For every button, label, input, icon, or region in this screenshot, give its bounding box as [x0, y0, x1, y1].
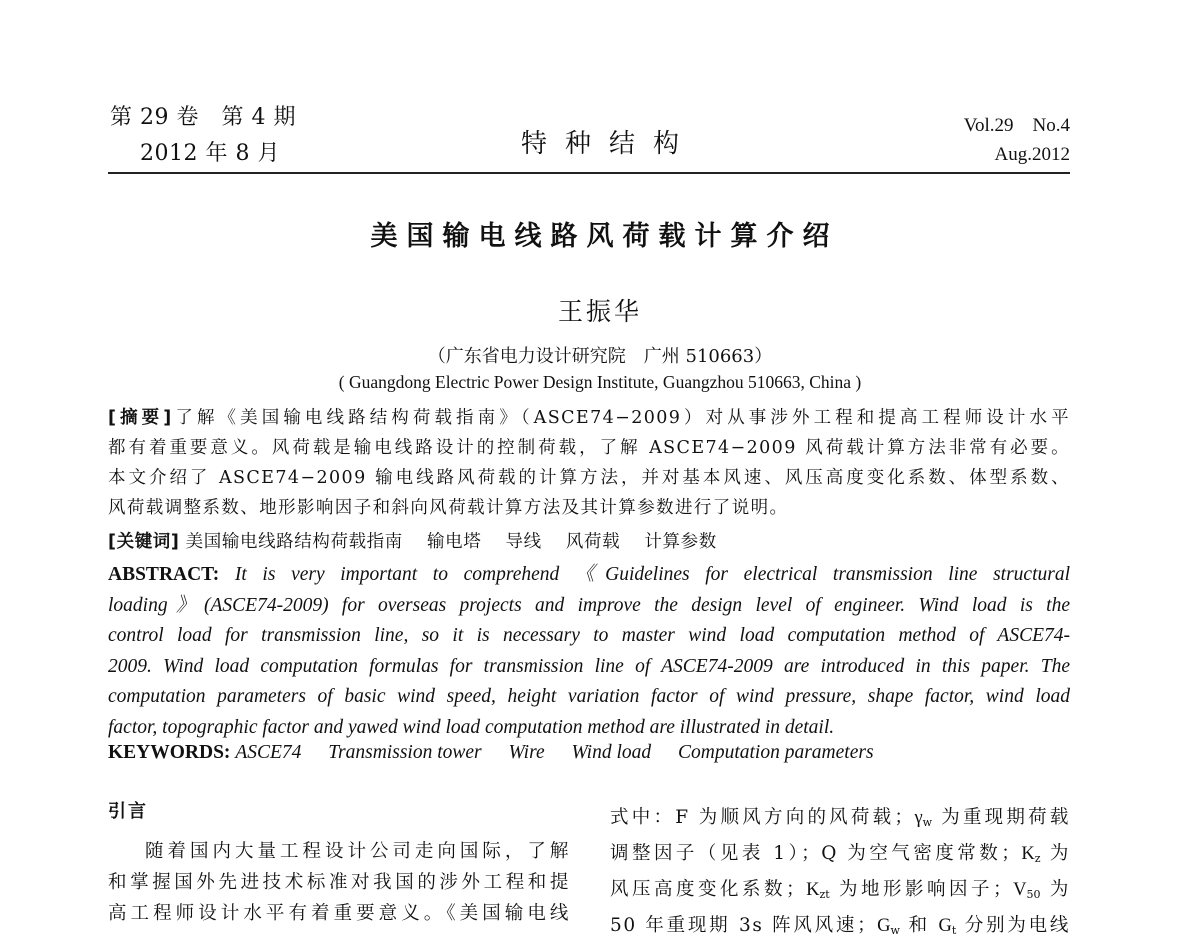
journal-volume-issue: 第 29 卷 第 4 期: [110, 105, 296, 130]
body-line: 高工程师设计水平有着重要意义。《美国输电线: [108, 903, 570, 924]
body-line: 50 年重现期 3s 阵风风速；$G_w$ 和 $G_t$ 分别为电线: [610, 915, 1070, 937]
keywords-en: [108, 742, 1070, 764]
article-author: 王振华: [557, 297, 642, 326]
symbol-gamma-w: γ: [914, 808, 923, 828]
keyword-cn: 计算参数: [644, 532, 717, 552]
affiliation-en: ( Guangdong Electric Power Design Institute, Guangzhou 510663, China ): [338, 372, 862, 392]
keywords-cn: [108, 527, 1070, 557]
symbol-k-zt: K: [806, 880, 820, 900]
symbol-g-w: G: [877, 916, 891, 936]
body-line: 和掌握国外先进技术标准对我国的涉外工程和提: [108, 872, 570, 893]
body-line: 随着国内大量工程设计公司走向国际，了解: [145, 841, 570, 862]
section-heading-introduction: 引言: [108, 801, 148, 822]
journal-name: 特种结构: [520, 129, 697, 159]
abstract-en-line: 2009. Wind load computation formulas for transmission line of ASCE74-2009 are introduced in this paper. The: [108, 655, 1070, 677]
abstract-en-line: factor, topographic factor and yawed wind load computation method are illustrated in detail.: [108, 716, 835, 738]
journal-date-en: Aug.2012: [994, 144, 1070, 165]
abstract-en-line: loading》(ASCE74-2009) for overseas projects and improve the design level of engineer. Wind load is the: [108, 594, 1070, 616]
abstract-cn-line: 风荷载调整系数、地形影响因子和斜向风荷载计算方法及其计算参数进行了说明。: [108, 498, 789, 518]
body-line: 调整因子（见表 1）；Q 为空气密度常数；$K_z$ 为: [610, 843, 1070, 865]
keyword-cn: 风荷载: [565, 532, 621, 552]
abstract-cn-line: [摘要]了解《美国输电线路结构荷载指南》（ASCE74−2009）对从事涉外工程和提高工程师设计水平: [108, 408, 1070, 428]
abstract-cn: [108, 403, 1070, 523]
keyword-en: ASCE74: [235, 742, 302, 763]
keyword-cn: 输电塔: [427, 532, 482, 552]
keyword-en: Wire: [508, 742, 545, 763]
abstract-en: [108, 560, 1070, 743]
journal-volume-issue-en: Vol.29 No.4: [963, 115, 1070, 136]
abstract-en-line: control load for transmission line, so it is necessary to master wind load computation method of ASCE74-: [108, 625, 1070, 646]
header-rule: [108, 172, 1070, 174]
abstract-cn-label: [摘要]: [108, 408, 173, 428]
keyword-en: Transmission tower: [328, 742, 482, 763]
keywords-cn-label: [关键词]: [108, 532, 180, 552]
symbol-g-t: G: [938, 916, 952, 936]
body-line: 风压高度变化系数；$K_{zt}$ 为地形影响因子；$V_{50}$ 为: [610, 879, 1070, 901]
abstract-cn-line: 都有着重要意义。风荷载是输电线路设计的控制荷载，了解 ASCE74−2009 风荷载计算方法非常有必要。: [108, 438, 1070, 458]
affiliation-cn: （广东省电力设计研究院 广州 510663）: [427, 346, 773, 367]
abstract-cn-line: 本文介绍了 ASCE74−2009 输电线路风荷载的计算方法，并对基本风速、风压高度变化系数、体型系数、: [108, 468, 1070, 488]
introduction-paragraph: [108, 836, 570, 929]
keyword-cn: 导线: [505, 532, 542, 552]
keyword-en: Wind load: [571, 742, 652, 763]
formula-explanation-paragraph: [610, 802, 1070, 946]
symbol-v-50: V: [1013, 880, 1027, 900]
abstract-en-line: computation parameters of basic wind speed, height variation factor of wind pressure, shape factor, wind load: [108, 686, 1070, 707]
body-line: 式中：F 为顺风方向的风荷载；$\gamma_w$ 为重现期荷载: [610, 807, 1070, 829]
journal-date-cn: 2012 年 8 月: [140, 141, 280, 166]
body-right-column: [610, 800, 1070, 946]
keyword-cn: 美国输电线路结构荷载指南: [185, 532, 403, 552]
symbol-k-z: K: [1021, 844, 1035, 864]
article-title: 美国输电线路风荷载计算介绍: [370, 221, 839, 252]
keywords-en-label: KEYWORDS:: [108, 742, 231, 763]
keyword-en: Computation parameters: [678, 742, 874, 763]
abstract-en-label: ABSTRACT:: [108, 564, 220, 585]
abstract-en-line: ABSTRACT: It is very important to comprehend 《Guidelines for electrical transmission line structural: [108, 564, 1071, 585]
body-left-column: [108, 800, 570, 929]
